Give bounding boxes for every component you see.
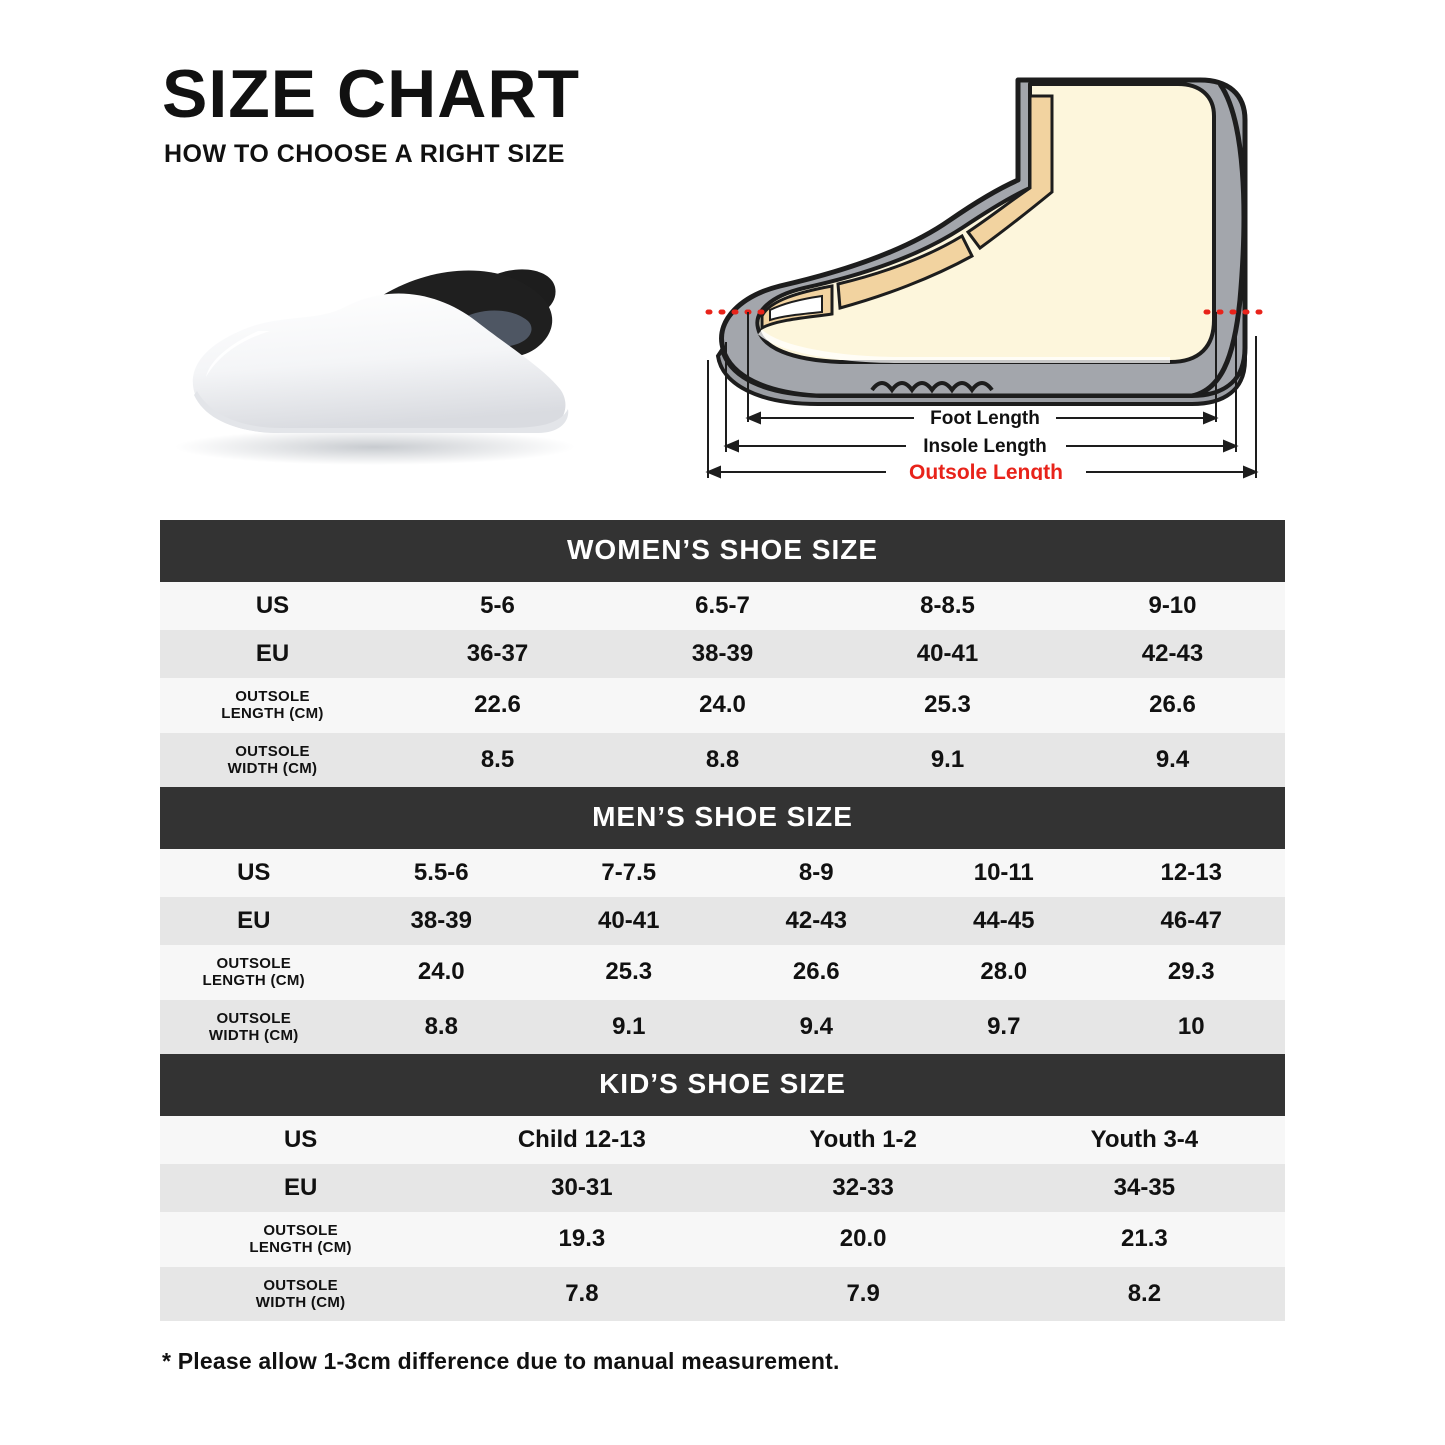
cell: 7.8	[441, 1267, 722, 1322]
page-title: SIZE CHART	[162, 56, 580, 132]
cell: 24.0	[348, 945, 536, 1000]
cell: 19.3	[441, 1212, 722, 1267]
cell: 46-47	[1098, 897, 1286, 945]
cell: 34-35	[1004, 1164, 1285, 1212]
insole-length-label: Insole Length	[923, 436, 1047, 457]
table-section-heading	[160, 787, 1285, 849]
foot-length-label: Foot Length	[930, 408, 1040, 429]
cell: Youth 1-2	[723, 1116, 1004, 1164]
cell: 8-8.5	[835, 582, 1060, 630]
page-subtitle: HOW TO CHOOSE A RIGHT SIZE	[164, 140, 565, 168]
cell: 7.9	[723, 1267, 1004, 1322]
table-row	[160, 630, 1285, 678]
cell: 21.3	[1004, 1212, 1285, 1267]
cell: 9.7	[910, 1000, 1098, 1055]
cell: 7-7.5	[535, 849, 723, 897]
row-label-line2: WIDTH (CM)	[208, 1026, 299, 1044]
table-row	[160, 897, 1285, 945]
row-label: US	[160, 582, 385, 630]
cell: Youth 3-4	[1004, 1116, 1285, 1164]
row-label: EU	[160, 1164, 441, 1212]
cell: 26.6	[723, 945, 911, 1000]
table-row	[160, 678, 1285, 733]
row-label-line2: LENGTH (CM)	[202, 972, 305, 990]
cell: 9.1	[835, 733, 1060, 788]
measurement-footnote: * Please allow 1-3cm difference due to manual measurement.	[162, 1348, 840, 1374]
cell: 29.3	[1098, 945, 1286, 1000]
row-label-line2: LENGTH (CM)	[221, 705, 324, 723]
table-row	[160, 1000, 1285, 1055]
cell: Child 12-13	[441, 1116, 722, 1164]
row-label	[160, 1267, 441, 1322]
row-label-line2: LENGTH (CM)	[249, 1239, 352, 1257]
cell: 9-10	[1060, 582, 1285, 630]
cell: 42-43	[723, 897, 911, 945]
cell: 25.3	[835, 678, 1060, 733]
cell: 44-45	[910, 897, 1098, 945]
cell: 9.4	[723, 1000, 911, 1055]
foot-measurement-diagram	[700, 60, 1320, 480]
table-row	[160, 1116, 1285, 1164]
cell: 8.5	[385, 733, 610, 788]
cell: 36-37	[385, 630, 610, 678]
cell: 38-39	[610, 630, 835, 678]
row-label-line1: OUTSOLE	[216, 955, 292, 972]
row-label-line1: OUTSOLE	[216, 1009, 292, 1027]
table-row	[160, 582, 1285, 630]
row-label	[160, 678, 385, 733]
size-tables	[160, 520, 1285, 1321]
table-row	[160, 1164, 1285, 1212]
cell: 12-13	[1098, 849, 1286, 897]
womens-heading: WOMEN’S SHOE SIZE	[160, 520, 1285, 582]
row-label: EU	[160, 630, 385, 678]
row-label-line1: OUTSOLE	[235, 688, 310, 705]
cell: 24.0	[610, 678, 835, 733]
row-label-line1: OUTSOLE	[263, 1276, 338, 1294]
table-row	[160, 733, 1285, 788]
row-label	[160, 733, 385, 788]
water-shoe-illustration	[140, 225, 620, 475]
table-row	[160, 849, 1285, 897]
row-label-line1: OUTSOLE	[263, 1222, 338, 1239]
cell: 8.8	[610, 733, 835, 788]
cell: 9.1	[535, 1000, 723, 1055]
row-label	[160, 1000, 348, 1055]
kids-heading: KID’S SHOE SIZE	[160, 1054, 1285, 1116]
row-label-line1: OUTSOLE	[235, 742, 310, 760]
table-row	[160, 945, 1285, 1000]
row-label: US	[160, 849, 348, 897]
row-label-line2: WIDTH (CM)	[227, 759, 318, 777]
cell: 26.6	[1060, 678, 1285, 733]
womens-size-table	[160, 520, 1285, 787]
cell: 25.3	[535, 945, 723, 1000]
cell: 40-41	[535, 897, 723, 945]
cell: 20.0	[723, 1212, 1004, 1267]
mens-heading: MEN’S SHOE SIZE	[160, 787, 1285, 849]
cell: 5-6	[385, 582, 610, 630]
cell: 8.8	[348, 1000, 536, 1055]
table-section-heading	[160, 1054, 1285, 1116]
cell: 42-43	[1060, 630, 1285, 678]
cell: 22.6	[385, 678, 610, 733]
row-label-line2: WIDTH (CM)	[255, 1293, 346, 1311]
row-label: US	[160, 1116, 441, 1164]
row-label: EU	[160, 897, 348, 945]
cell: 5.5-6	[348, 849, 536, 897]
table-row	[160, 1212, 1285, 1267]
table-section-heading	[160, 520, 1285, 582]
kids-size-table	[160, 1054, 1285, 1321]
cell: 6.5-7	[610, 582, 835, 630]
table-row	[160, 1267, 1285, 1322]
cell: 9.4	[1060, 733, 1285, 788]
mens-size-table	[160, 787, 1285, 1054]
cell: 28.0	[910, 945, 1098, 1000]
cell: 38-39	[348, 897, 536, 945]
cell: 30-31	[441, 1164, 722, 1212]
cell: 10	[1098, 1000, 1286, 1055]
cell: 10-11	[910, 849, 1098, 897]
row-label	[160, 945, 348, 1000]
cell: 32-33	[723, 1164, 1004, 1212]
cell: 8-9	[723, 849, 911, 897]
header	[160, 56, 780, 169]
cell: 40-41	[835, 630, 1060, 678]
outsole-length-label: Outsole Length	[909, 461, 1063, 480]
cell: 8.2	[1004, 1267, 1285, 1322]
row-label	[160, 1212, 441, 1267]
